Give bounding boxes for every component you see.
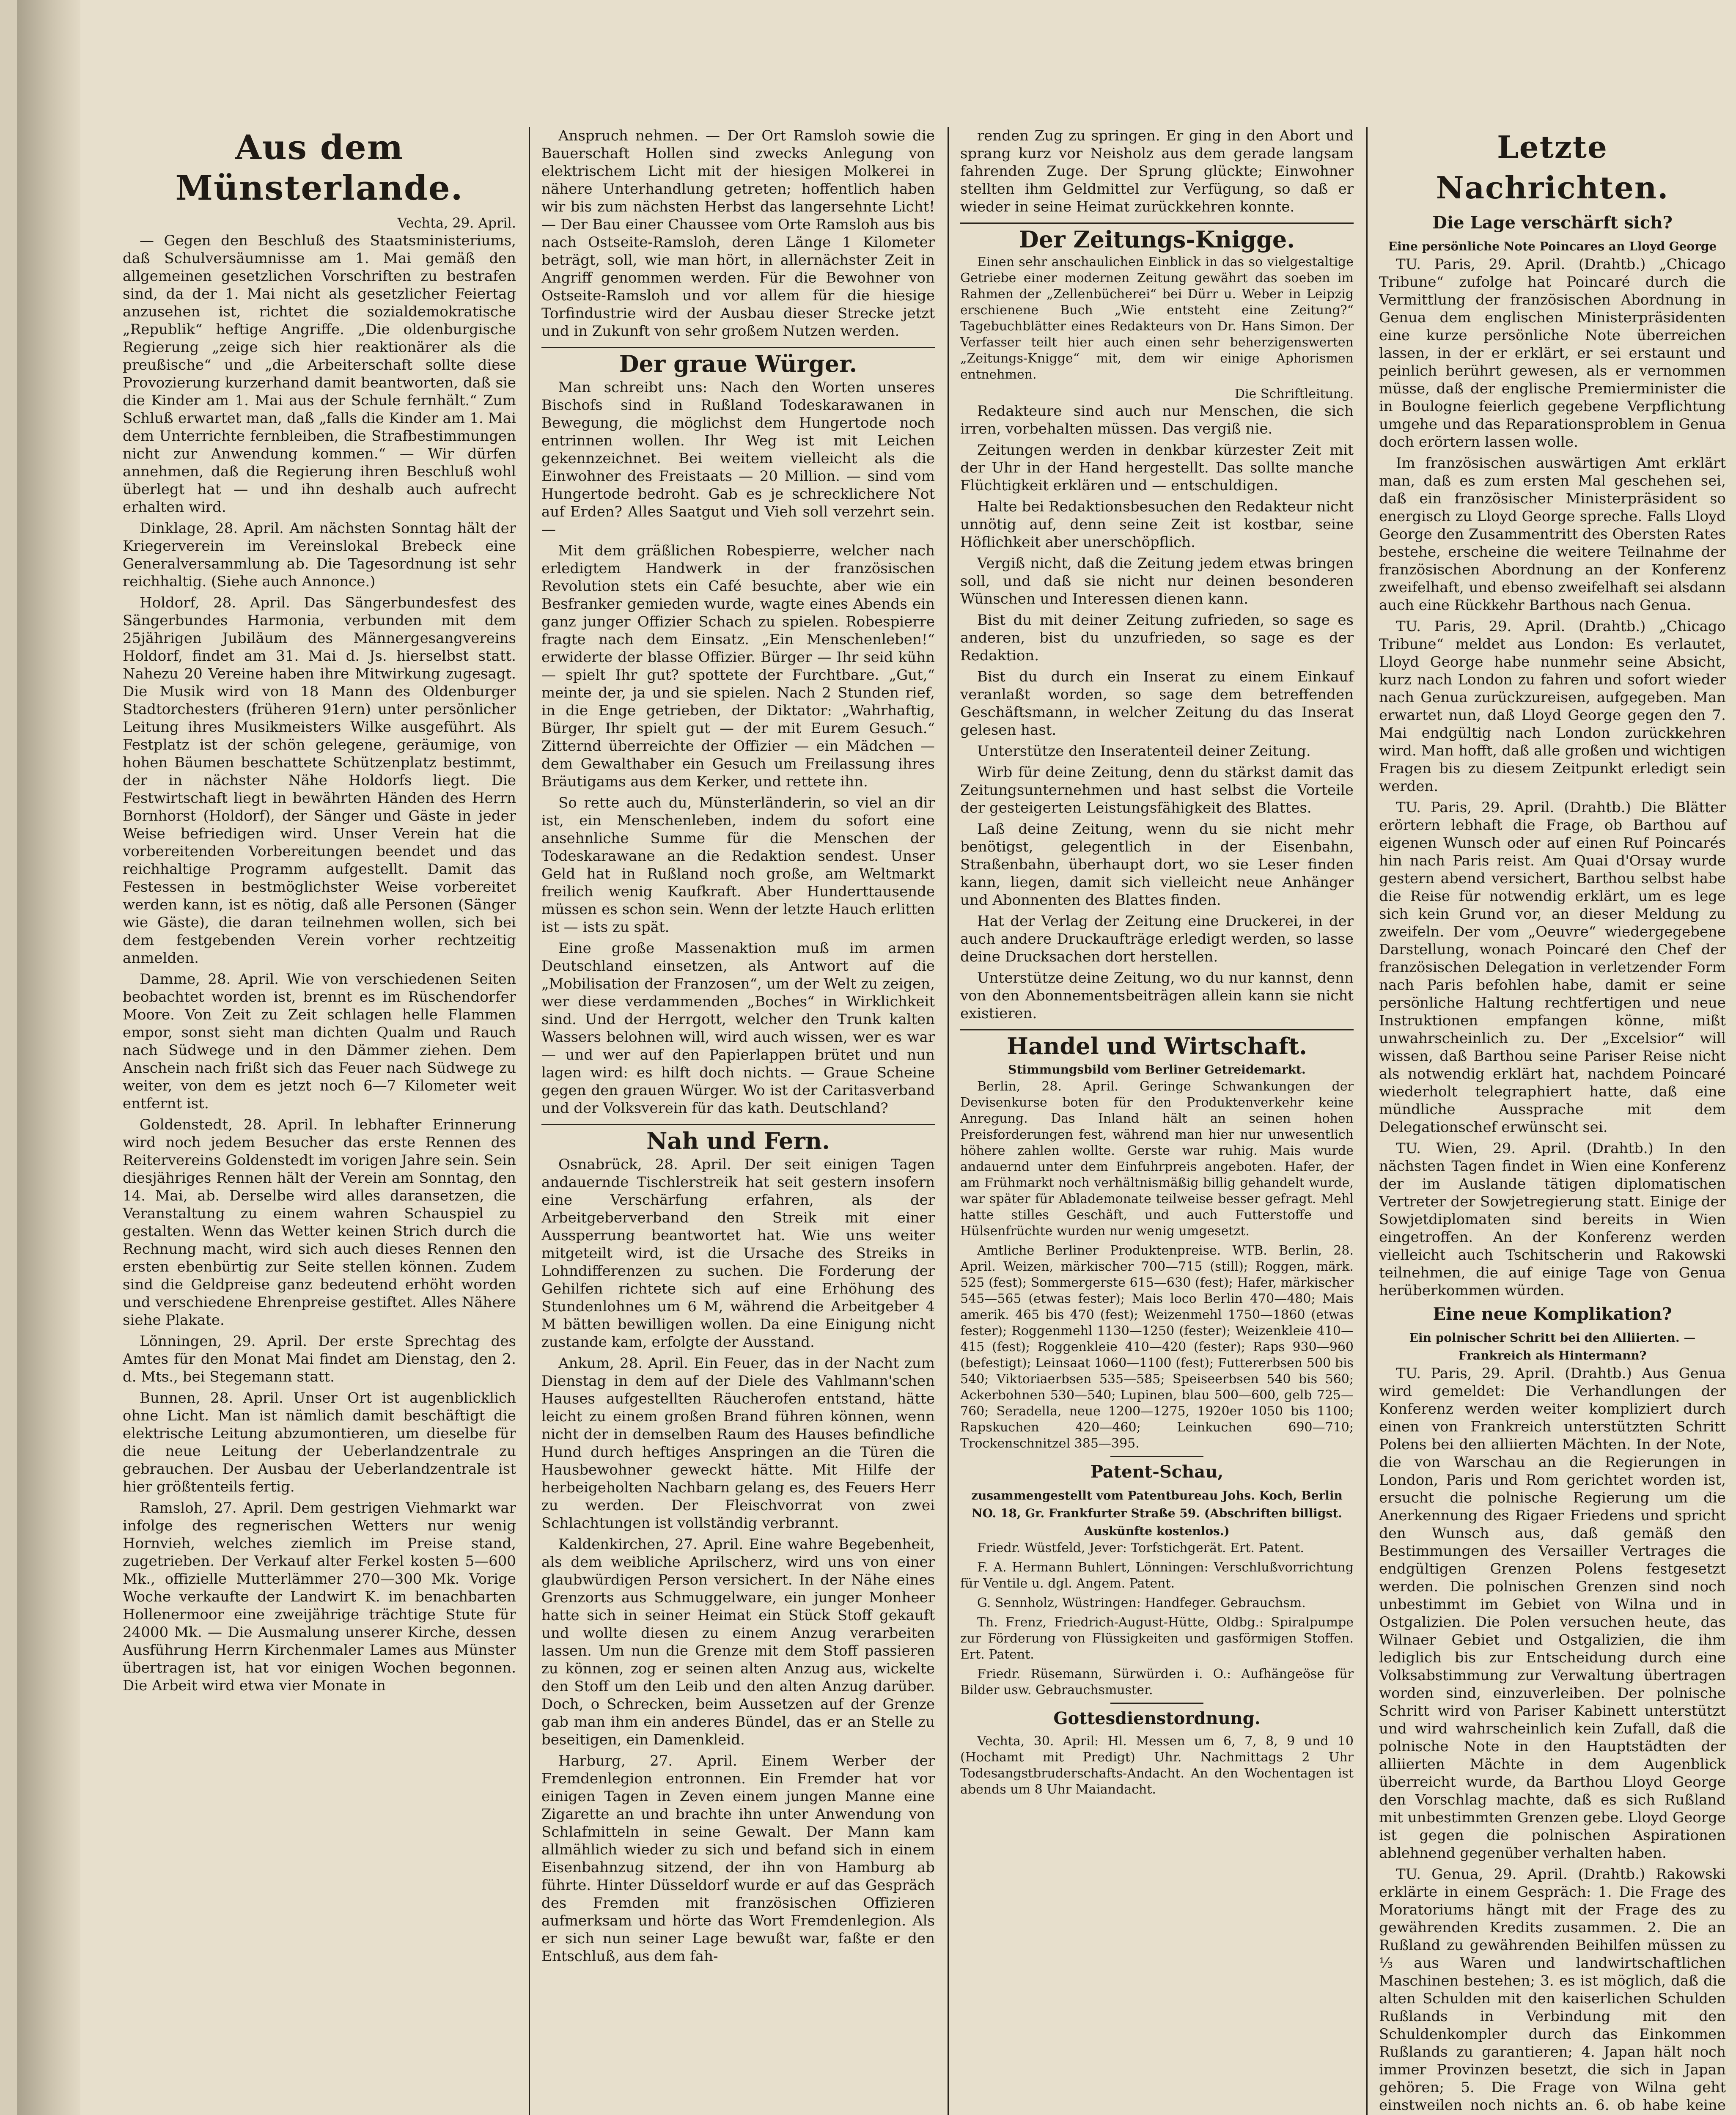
article-paragraph: Mit dem gräßlichen Robespierre, welcher nach erledigtem Handwerk in der französischen Revolution stets ein Café besuchte, aber wie ein Besfranker gemieden wurde, wagte eines Abends ein ganz junger Offizier Schach zu spielen. Robespierre fragte nach dem Einsatz. „Ein Menschenleben!“ erwiderte der blasse Offizier. Bürger — Ihr seid kühn — spielt Ihr gut? spottete der Furchtbare. „Gut,“ meinte der, ja und sie spielen. Nach 2 Stunden rief, in die Enge getrieben, der Diktator: „Wahrhaftig, Bürger, Ihr spielt gut — der mit Eurem Gesuch.“ Zitternd überreichte der Offizier — ein Mädchen — dem Gewalthaber ein Gesuch um Freilassung ihres Bräutigams aus dem Kerker, und rettete ihn. — [541, 542, 935, 790]
article-paragraph: Anspruch nehmen. — Der Ort Ramsloh sowie die Bauerschaft Hollen sind zwecks Anlegung von elektrischem Licht mit der hiesigen Molkerei in nähere Unterhandlung getreten; hoffentlich haben wir bis zum nächsten Herbst das langersehnte Licht! — Der Bau einer Chaussee vom Orte Ramsloh aus bis nach Ostseite-Ramsloh, deren Länge 1 Kilometer beträgt, soll, wie man hört, in allernächster Zeit in Angriff genommen werden. Für die Bewohner von Ostseite-Ramsloh und vor allem für die hiesige Torfindustrie wird der Ausbau dieser Strecke jetzt und in Zukunft von sehr großem Nutzen werden. — [541, 127, 935, 340]
article-heading: Patent-Schau, — [1090, 1462, 1224, 1482]
article-heading: Nah und Fern. — [646, 1127, 830, 1154]
article-paragraph: TU. Wien, 29. April. (Drahtb.) In den nächsten Tagen findet in Wien eine Konferenz der im Auslande tätigen diplomatischen Vertreter der Sowjetregierung statt. Einige der Sowjetdiplomaten sind bereits in Wien eingetroffen. An der Konferenz werden vielleicht auch Tschitscherin und Rakowski teilnehmen, die auf einige Tage von Genua herüberkommen würden. — [1379, 1140, 1726, 1299]
article-paragraph: TU. Paris, 29. April. (Drahtb.) Die Blätter erörtern lebhaft die Frage, ob Barthou auf eigenen Wunsch oder auf einen Ruf Poincarés hin nach Paris reist. Am Quai d'Orsay wurde gestern abend versichert, Barthou selbst habe die Reise für notwendig erklärt, um es lege sich kein Grund vor, an dieser Meldung zu zweifeln. Der vom „Oeuvre“ wiedergegebene Darstellung, wonach Poincaré den Chef der französischen Delegation in verletzender Form nach Paris befohlen habe, damit er seine persönliche Haltung rechtfertigen und neue Instruktionen empfangen könne, mißt unwahrscheinlich zu. Der „Excelsior“ will wissen, daß Barthou seine Pariser Reise nicht als notwendig erklärt hat, nachdem Poincaré wiederholt telegraphiert hatte, daß eine mündliche Aussprache mit dem Delegationschef erwünscht sei. — [1379, 799, 1726, 1136]
section-title-letzte-nachrichten: Letzte Nachrichten. — [1436, 129, 1669, 206]
article-heading: Der Zeitungs-Knigge. — [1019, 226, 1295, 253]
column-muensterland — [123, 127, 516, 1698]
article-paragraph: Eine große Massenaktion muß im armen Deutschland einsetzen, als Antwort auf die „Mobilisation der Franzosen“, um der Welt zu zeigen, wer diese verdammenden „Boches“ in Wirklichkeit sind. Und der Herrgott, welcher den Trunk kalten Wassers belohnen will, wird auch wissen, wer es war — und wer auf den Papierlappen brütet und nun lagen wird: es hilft doch nichts. — Graue Scheine gegen den grauen Würger. Wo ist der Caritasverband und der Volksverein für das kath. Deutschland? — [541, 940, 935, 1117]
column-letzte-nachrichten — [1379, 127, 1726, 2115]
newspaper-page — [17, 0, 1736, 2115]
article-paragraph: — Gegen den Beschluß des Staatsministeriums, daß Schulversäumnisse am 1. Mai gemäß den allgemeinen gesetzlichen Vorschriften zu bestrafen sind, da der 1. Mai nicht als gesetzlicher Feiertag anzusehen ist, richtet die sozialdemokratische „Republik“ heftige Angriffe. „Die oldenburgische Regierung „zeige sich hier reaktionärer als die preußische“ und „die Arbeiterschaft sollte diese Provozierung kurzerhand damit beantworten, daß sie die Kinder am 1. Mai aus der Schule fernhält.“ Zum Schluß erwartet man, daß „falls die Kinder am 1. Mai dem Unterrichte fernbleiben, die Strafbestimmungen nicht zur Anwendung kommen.“ — Wir dürfen annehmen, daß die Regierung ihren Beschluß wohl überlegt hat — und ihn deshalb auch aufrecht erhalten wird. — [123, 232, 516, 516]
article-paragraph: Man schreibt uns: Nach den Worten unseres Bischofs sind in Rußland Todeskarawanen in Bewegung, die möglichst dem Hungertode noch entrinnen wollen. Ihr Weg ist mit Leichen gekennzeichnet. Bei weitem vielleicht als die Einwohner des Freistaats — 20 Million. — sind vom Hungertode bedroht. Gab es je schrecklichere Not auf Erden? Alles Saatgut und Vieh soll verzehrt sein. — — [541, 379, 935, 538]
article-paragraph: Th. Frenz, Friedrich-August-Hütte, Oldbg.: Spiralpumpe zur Förderung von Flüssigkeiten und gasförmigen Stoffen. Ert. Patent. — [960, 1615, 1354, 1662]
article-paragraph: renden Zug zu springen. Er ging in den Abort und sprang kurz vor Neisholz aus dem gerade langsam fahrenden Zuge. Der Sprung glückte; Einwohner stellten ihm Geldmittel zur Verfügung, so daß er wieder in seine Heimat zurückkehren konnte. — [960, 127, 1354, 215]
article-paragraph: Einen sehr anschaulichen Einblick in das so vielgestaltige Getriebe einer modernen Zeitung gewährt das soeben im Rahmen der „Zellenbücherei“ bei Dürr u. Weber in Leipzig erschienene Buch „Wie entsteht eine Zeitung?“ Tagebuchblätter eines Redakteurs von Dr. Hans Simon. Der Verfasser teilt hier auch einen sehr beherzigenswerten „Zeitungs-Knigge“ mit, dem wir einige Aphorismen entnehmen. — [960, 255, 1354, 382]
article-heading: Handel und Wirtschaft. — [1007, 1033, 1307, 1060]
article-subheading: Eine persönliche Note Poincares an Lloyd George — [1388, 239, 1717, 253]
column-2 — [541, 127, 935, 1969]
article-paragraph: Lönningen, 29. April. Der erste Sprechtag des Amtes für den Monat Mai findet am Dienstag, den 2. d. Mts., bei Stegemann statt. — [123, 1333, 516, 1385]
article-paragraph: Bunnen, 28. April. Unser Ort ist augenblicklich ohne Licht. Man ist nämlich damit beschäftigt die elektrische Leitung abzumontieren, um dieselbe für die neue Leitung der Ueberlandzentrale zu gebrauchen. Der Ausbau der Ueberlandzentrale ist hier größtenteils fertig. — [123, 1390, 516, 1495]
article-paragraph: Zeitungen werden in denkbar kürzester Zeit mit der Uhr in der Hand hergestellt. Das sollte manche Flüchtigkeit erklären und — entschuldigen. — [960, 442, 1354, 494]
article-paragraph: TU. Paris, 29. April. (Drahtb.) „Chicago Tribune“ meldet aus London: Es verlautet, Lloyd George habe nunmehr seine Absicht, kurz nach London zu fahren und sofort wieder nach Genua zurückzureisen, aufgegeben. Man erwartet nun, daß Lloyd George gegen den 7. Mai endgültig nach London zurückkehren wird. Man hofft, daß alle großen und wichtigen Fragen bis zu diesem Zeitpunkt erledigt sein werden. — [1379, 618, 1726, 795]
article-paragraph: Harburg, 27. April. Einem Werber der Fremdenlegion entronnen. Ein Fremder hat vor einigen Tagen in Zeven einem jungen Manne eine Zigarette an und brachte ihn unter Anwendung von Schlafmitteln in seine Gewalt. Der Mann kam allmählich wieder zu sich und befand sich in einem Eisenbahnzug sitzend, der ihn von Hamburg ab führte. Hinter Düsseldorf wurde er auf das Gespräch des Fremden mit französischen Offizieren aufmerksam und hörte das Wort Fremdenlegion. Als er sich nun seiner Lage bewußt war, faßte er den Entschluß, aus dem fah- — [541, 1752, 935, 1965]
article-paragraph: Berlin, 28. April. Geringe Schwankungen der Devisenkurse boten für den Produktenverkehr keine Anregung. Das Inland hält an seinen hohen Preisforderungen fest, während man hier nur unwesentlich höhere zahlen wollte. Gerste war ruhig. Mais wurde andauernd unter dem Einfuhrpreis angeboten. Hafer, der am Frühmarkt noch verhältnismäßig billig gehandelt wurde, war später für Ablademonate teilweise besser gefragt. Mehl hatte stilles Geschäft, und auch Futterstoffe und Hülsenfrüchte wurden nur wenig umgesetzt. — [960, 1079, 1354, 1239]
section-divider — [960, 1029, 1354, 1030]
article-paragraph: Wirb für deine Zeitung, denn du stärkst damit das Zeitungsunternehmen und hast selbst die Vorteile der gesteigerten Leistungsfähigkeit des Blattes. — [960, 764, 1354, 816]
article-paragraph: F. A. Hermann Buhlert, Lönningen: Verschlußvorrichtung für Ventile u. dgl. Angem. Patent. — [960, 1560, 1354, 1591]
article-paragraph: Goldenstedt, 28. April. In lebhafter Erinnerung wird noch jedem Besucher das erste Rennen des Reitervereins Goldenstedt im vorigen Jahre sein. Sein diesjähriges Rennen hält der Verein am Sonntag, den 14. Mai, ab. Derselbe wird alles daransetzen, die Veranstaltung zu einem wahren Schauspiel zu gestalten. Wenn das Wetter keinen Strich durch die Rechnung macht, wird sich auch dieses Rennen den ersten ebenbürtig zur Seite stellen können. Zudem sind die Geldpreise ganz bedeutend erhöht worden und verschiedene Ehrenpreise gestiftet. Alles Nähere siehe Plakate. — [123, 1116, 516, 1329]
article-paragraph: Dinklage, 28. April. Am nächsten Sonntag hält der Kriegerverein im Vereinslokal Brebeck eine Generalversammlung ab. Die Tagesordnung ist sehr reichhaltig. (Siehe auch Annonce.) — [123, 520, 516, 590]
article-paragraph: Hat der Verlag der Zeitung eine Druckerei, in der auch andere Druckaufträge erledigt werden, so lasse deine Drucksachen dort herstellen. — [960, 913, 1354, 965]
article-paragraph: Friedr. Wüstfeld, Jever: Torfstichgerät. Ert. Patent. — [977, 1541, 1304, 1555]
article-paragraph: Vergiß nicht, daß die Zeitung jedem etwas bringen soll, und daß sie nicht nur deinen besonderen Wünschen und Interessen dienen kann. — [960, 555, 1354, 607]
article-subheading: Stimmungsbild vom Berliner Getreidemarkt. — [1008, 1063, 1306, 1077]
column-rule — [1366, 127, 1368, 2115]
article-heading: Der graue Würger. — [619, 350, 857, 377]
page-binding — [17, 0, 80, 2115]
section-divider — [541, 1124, 935, 1125]
section-divider — [1110, 1456, 1203, 1457]
article-paragraph: So rette auch du, Münsterländerin, so viel an dir ist, ein Menschenleben, indem du sofort eine ansehnliche Summe für die Menschen der Todeskarawane an die Redaktion sendest. Unser Geld hat in Rußland noch große, am Weltmarkt freilich wenig Kaufkraft. Aber Hunderttausende müssen es schon sein. Wenn der letzte Hauch erlitten ist — ists zu spät. — [541, 794, 935, 936]
section-divider — [1110, 1703, 1203, 1704]
article-paragraph: TU. Paris, 29. April. (Drahtb.) „Chicago Tribune“ zufolge hat Poincaré durch die Vermittlung der französischen Abordnung in Genua dem englischen Ministerpräsidenten eine kurze persönliche Note überreichen lassen, in der er erklärt, er sei erstaunt und peinlich berührt gewesen, als er vernommen müsse, daß der englische Premierminister die in Boulogne feierlich gegebene Verpflichtung umgehe und das Reparationsproblem in Genua doch erörtern lassen wolle. — [1379, 256, 1726, 450]
article-paragraph: Redakteure sind auch nur Menschen, die sich irren, vorbehalten müssen. Das vergiß nie. — [960, 403, 1354, 437]
article-paragraph: Kaldenkirchen, 27. April. Eine wahre Begebenheit, als dem weibliche Aprilscherz, wird uns von einer glaubwürdigen Person versichert. In der Nähe eines Grenzorts aus Schmuggelware, ein junger Monheer hatte sich in seiner Heimat ein Stück Stoff gekauft und wollte diesen zu einem Anzug verarbeiten lassen. Um nun die Grenze mit dem Stoff passieren zu können, zog er seinen alten Anzug aus, wickelte den Stoff um den Leib und den alten Anzug darüber. Doch, o Schrecken, beim Aussetzen auf der Grenze gab man ihm ein anderes Bündel, das er an Stelle zu beseitigen, ein Damenkleid. — [541, 1536, 935, 1748]
article-subheading: Ein polnischer Schritt bei den Alliierten. — Frankreich als Hintermann? — [1409, 1331, 1696, 1362]
article-paragraph: Halte bei Redaktionsbesuchen den Redakteur nicht unnötig auf, denn seine Zeit ist kostbar, seine Höflichkeit aber unerschöpflich. — [960, 498, 1354, 551]
article-heading: Gottesdienstordnung. — [1053, 1708, 1261, 1728]
dateline: Vechta, 29. April. — [397, 215, 516, 231]
article-paragraph: Osnabrück, 28. April. Der seit einigen Tagen andauernde Tischlerstreik hat seit gestern insofern eine Verschärfung erfahren, als der Arbeitgeberverband den Streik mit einer Aussperrung beantwortet hat. Wie uns weiter mitgeteilt wird, ist die Ursache des Streiks in Lohndifferenzen zu suchen. Die Forderung der Gehilfen richtete sich auf eine Erhöhung des Stundenlohnes um 6 M, während die Arbeitgeber 4 M bätten bewilligen wollen. Da eine Einigung nicht zustande kam, erfolgte der Ausstand. — [541, 1156, 935, 1351]
article-paragraph: Friedr. Rüsemann, Sürwürden i. O.: Aufhängeöse für Bilder usw. Gebrauchsmuster. — [960, 1667, 1354, 1697]
article-heading: Die Lage verschärft sich? — [1432, 213, 1673, 233]
column-3 — [960, 127, 1354, 1801]
article-paragraph: Im französischen auswärtigen Amt erklärt man, daß es zum ersten Mal geschehen sei, daß ein französischer Ministerpräsident so energisch zu Lloyd George spreche. Falls Lloyd George den Zusammentritt des Obersten Rates bestehe, erscheine die weitere Teilnahme der französischen Abordnung an der Konferenz zweifelhaft, und ebenso zweifelhaft sei alsdann auch eine Rückkehr Barthous nach Genua. — [1379, 455, 1726, 614]
article-paragraph: Ankum, 28. April. Ein Feuer, das in der Nacht zum Dienstag in dem auf der Diele des Vahlmann'schen Hauses aufgestellten Räucherofen entstand, hätte leicht zu einem großen Brand führen können, wenn nicht der in demselben Raum des Hauses befindliche Hund durch heftiges Anspringen an die Türen die Hausbewohner geweckt hätte. Mit Hilfe der herbeigeholten Nachbarn gelang es, des Feuers Herr zu werden. Der Fleischvorrat von zwei Schlachtungen ist vollständig verbrannt. — [541, 1355, 935, 1532]
article-paragraph: Vechta, 30. April: Hl. Messen um 6, 7, 8, 9 und 10 (Hochamt mit Predigt) Uhr. Nachmittags 2 Uhr Todesangstbruderschafts-Andacht. An den Wochentagen ist abends um 8 Uhr Maiandacht. — [960, 1734, 1354, 1797]
article-paragraph: Ramsloh, 27. April. Dem gestrigen Viehmarkt war infolge des regnerischen Wetters nur wenig Hornvieh, welches ziemlich im Preise stand, zugetrieben. Der Verkauf alter Ferkel kosten 5—600 Mk., offizielle Mutterlämmer 270—300 Mk. Vorige Woche verkaufte der Landwirt K. im benachbarten Hollenermoor eine zweijährige trächtige Stute für 24000 Mk. — Die Ausmalung unserer Kirche, dessen Ausführung Herrn Kirchenmaler Lames aus Münster übertragen ist, hat vor einigen Wochen begonnen. Die Arbeit wird etwa vier Monate in — [123, 1500, 516, 1694]
article-paragraph: Bist du durch ein Inserat zu einem Einkauf veranlaßt worden, so sage dem betreffenden Geschäftsmann, in welcher Zeitung du das Inserat gelesen hast. — [960, 668, 1354, 739]
article-paragraph: TU. Genua, 29. April. (Drahtb.) Rakowski erklärte in einem Gespräch: 1. Die Frage des Moratoriums hängt mit der Frage des zu gewährenden Kredits zusammen. 2. Die an Rußland zu gewährenden Beihilfen müssen zu ⅓ aus Waren und landwirtschaftlichen Maschinen bestehen; 3. es ist möglich, daß die alten Schulden mit den kaiserlichen Schulden Rußlands in Verbindung mit den Schuldenkompler durch das Einkommen Rußlands zu garantieren; 4. Japan hält noch immer Provinzen besetzt, die sich in Japan gehören; 5. Die Frage von Wilna geht einstweilen noch nichts an. 6. ob habe keine — [1379, 1866, 1726, 2114]
section-divider — [541, 347, 935, 348]
article-paragraph: Damme, 28. April. Wie von verschiedenen Seiten beobachtet worden ist, brennt es im Rüschendorfer Moore. Von Zeit zu Zeit schlagen helle Flammen empor, sonst sieht man dichten Qualm und Rauch nach Südwege und in den Dämmer ziehen. Dem Anschein nach frißt sich das Feuer nach Südwege zu weiter, von dem es jetzt noch 6—7 Kilometer weit entfernt ist. — [123, 971, 516, 1112]
article-paragraph: Laß deine Zeitung, wenn du sie nicht mehr benötigst, gelegentlich in der Eisenbahn, Straßenbahn, überhaupt dort, wo sie Leser finden kann, liegen, damit sich vielleicht neue Anhänger und Abonnenten des Blattes finden. — [960, 821, 1354, 909]
column-rule — [948, 127, 949, 2115]
article-heading: Eine neue Komplikation? — [1433, 1304, 1672, 1324]
signature: Die Schriftleitung. — [1234, 387, 1354, 401]
article-paragraph: Amtliche Berliner Produktenpreise. WTB. Berlin, 28. April. Weizen, märkischer 700—715 (still); Roggen, märk. 525 (fest); Sommergerste 615—630 (fest); Hafer, märkischer 545—565 (etwas fester); Mais loco Berlin 470—480; Mais amerik. 465 bis 470 (fest); Weizenmehl 1750—1860 (etwas fester); Roggenmehl 1130—1250 (fester); Weizenkleie 410—415 (fest); Roggenkleie 410—420 (fester); Raps 930—960 (befestigt); Leinsaat 1060—1100 (fest); Futtererbsen 500 bis 540; Viktoriaerbsen 535—585; Speiseerbsen 540 bis 560; Ackerbohnen 530—540; Lupinen, blau 500—600, gelb 725—760; Seradella, neue 1200—1275, 1920er 1050 bis 1100; Rapskuchen 420—460; Leinkuchen 690—710; Trockenschnitzel 385—395. — [960, 1243, 1354, 1451]
article-subheading: zusammengestellt vom Patentbureau Johs. Koch, Berlin NO. 18, Gr. Frankfurter Straße 59. (Abschriften billigst. Auskünfte kostenlos.) — [971, 1489, 1343, 1538]
article-paragraph: Bist du mit deiner Zeitung zufrieden, so sage es anderen, bist du unzufrieden, so sage es der Redaktion. — [960, 612, 1354, 664]
section-divider — [960, 222, 1354, 224]
article-paragraph: Unterstütze den Inseratenteil deiner Zeitung. — [977, 743, 1311, 760]
section-title-muensterland: Aus dem Münsterlande. — [175, 127, 464, 208]
column-rule — [529, 127, 530, 2115]
article-paragraph: Holdorf, 28. April. Das Sängerbundesfest des Sängerbundes Harmonia, verbunden mit dem 25jährigen Jubiläum des Männergesangvereins Holdorf, findet am 31. Mai d. Js. hierselbst statt. Nahezu 20 Vereine haben ihre Mitwirkung zugesagt. Die Musik wird von 18 Mann des Oldenburger Stadtorchesters (früheren 91ern) unter persönlicher Leitung ihres Musikmeisters Wilke ausgeführt. Als Festplatz ist der schön gelegene, geräumige, von hohen Bäumen beschattete Schützenplatz bestimmt, der in nächster Nähe Holdorfs liegt. Die Festwirtschaft liegt in bewährten Händen des Herrn Bornhorst (Holdorf), der Sänger und Gäste in jeder Weise befriedigen wird. Unser Verein hat die vorbereitenden Vorbereitungen beendet und das reichhaltige Programm aufgestellt. Damit das Festessen in bestmöglichster Weise vorbereitet werden kann, ist es nötig, daß alle Personen (Sänger wie Gäste), die daran teilnehmen wollen, sich bei dem festgebenden Verein vorher rechtzeitig anmelden. — [123, 594, 516, 967]
article-paragraph: G. Sennholz, Wüstringen: Handfeger. Gebrauchsm. — [977, 1596, 1306, 1610]
article-paragraph: Unterstütze deine Zeitung, wo du nur kannst, denn von den Abonnementsbeiträgen allein kann sie nicht existieren. — [960, 970, 1354, 1022]
article-paragraph: TU. Paris, 29. April. (Drahtb.) Aus Genua wird gemeldet: Die Verhandlungen der Konferenz werden weiter kompliziert durch einen von Frankreich unterstützten Schritt Polens bei den alliierten Mächten. In der Note, die von Warschau an die Regierungen in London, Paris und Rom gerichtet worden ist, ersucht die polnische Regierung um die Anerkennung des Rigaer Friedens und spricht den Wunsch aus, daß gemäß den Bestimmungen des Versailler Vertrages die endgültigen Grenzen Polens festgesetzt werden. Die polnischen Grenzen sind noch unbestimmt im Gebiet von Wilna und in Ostgalizien. Die Polen versuchen heute, das Wilnaer Gebiet und Ostgalizien, die ihm lediglich bis zur Entscheidung durch eine Volksabstimmung zur Verwaltung übertragen worden sind, einzuverleiben. Der polnische Schritt wird von Pariser Kabinett unterstützt und wird wahrscheinlich kein Zufall, daß die polnische Note in den Hauptstädten der alliierten Mächte in dem Augenblick überreicht wurde, da Barthou Lloyd George den Vorschlag machte, daß es sich Rußland mit unbestimmten Grenzen gebe. Lloyd George ist gegen die polnischen Aspirationen ablehnend gegenüber verhalten haben. — [1379, 1365, 1726, 1862]
